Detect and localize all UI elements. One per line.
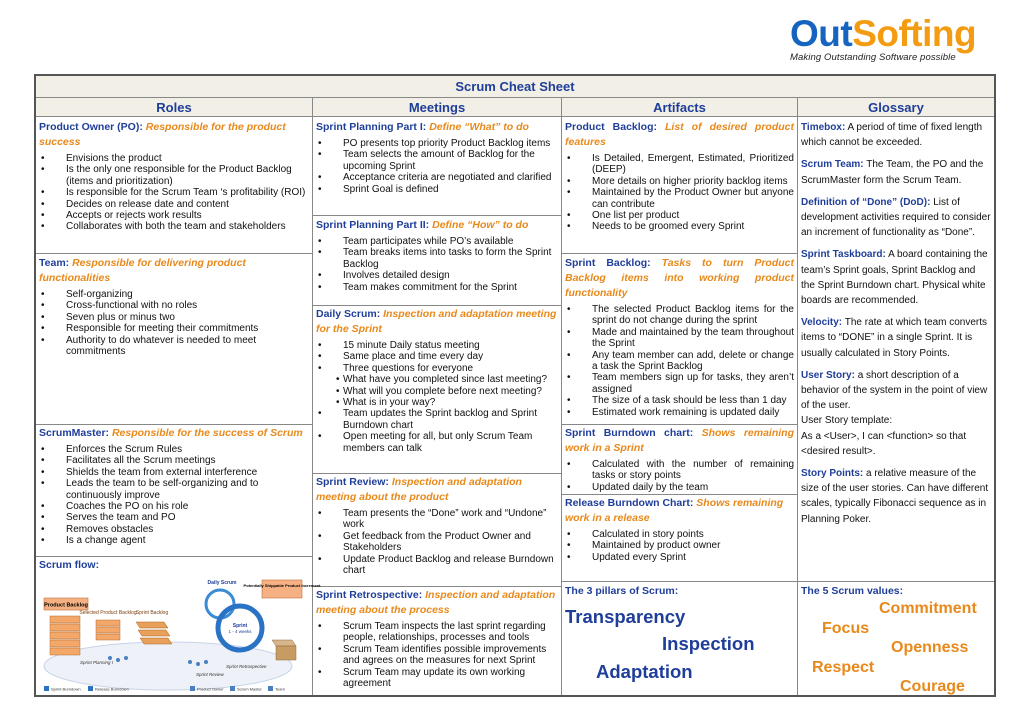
product-backlog-label: Product Backlog — [44, 602, 88, 609]
row-divider — [313, 305, 561, 306]
glossary-entry-taskboard: Sprint Taskboard: A board containing the team’s Sprint goals, Sprint Backlog and the Sprint Burndown chart. Physical white boards are recommended. — [801, 249, 988, 307]
list-item: • PO presents top priority Product Backlog items — [316, 138, 559, 149]
list-item: • Is a change agent — [39, 535, 309, 546]
list-item: • Responsible for meeting their commitments — [39, 323, 309, 334]
list-item: • Team breaks items into tasks to form the Sprint Backlog — [316, 247, 559, 270]
list-item: • Needs to be groomed every Sprint — [565, 221, 794, 232]
daily-scrum-title: Daily Scrum: Inspection and adaptation meeting for the Sprint — [316, 308, 557, 335]
product-backlog-section — [565, 120, 794, 252]
list-item: • Acceptance criteria are negotiated and clarified — [316, 172, 559, 183]
list-item: • Removes obstacles — [39, 524, 309, 535]
sprint-retrospective-title: Sprint Retrospective: Inspection and adaptation meeting about the process — [316, 589, 556, 616]
glossary-entry-timebox: Timebox: A period of time of fixed length which cannot be exceeded. — [801, 122, 983, 149]
question-item: • What have you completed since last meeting? — [332, 374, 559, 385]
scrummaster-section — [39, 426, 309, 555]
list-item: • Team participates while PO’s available — [316, 236, 559, 247]
list-item: • Shields the team from external interference — [39, 467, 309, 478]
selected-backlog-stack — [96, 620, 120, 640]
list-item: • Updated every Sprint — [565, 552, 794, 563]
sprint-backlog-label: Sprint Backlog — [135, 610, 169, 616]
sprint-length-label: 1 - 4 weeks — [228, 629, 252, 634]
value-respect: Respect — [812, 659, 875, 676]
list-item: • Estimated work remaining is updated daily — [565, 407, 794, 418]
svg-text:Release Burndown: Release Burndown — [95, 686, 129, 692]
product-owner-section — [39, 120, 309, 252]
sprint-retrospective-section — [316, 588, 559, 696]
release-burndown-section — [565, 496, 794, 580]
row-divider — [798, 581, 994, 582]
scrum-flow-title-block — [39, 558, 309, 576]
question-item: • What is in your way? — [332, 397, 559, 408]
list-item: • Maintained by the Product Owner but anyone can contribute — [565, 187, 794, 210]
pillar-inspection: Inspection — [662, 633, 755, 654]
question-item: • What will you complete before next meeting? — [332, 386, 559, 397]
column-header-glossary: Glossary — [798, 98, 994, 117]
list-item: • Open meeting for all, but only Scrum Team members can talk — [316, 431, 559, 454]
list-item: • Update Product Backlog and release Burndown chart — [316, 554, 559, 577]
pillar-transparency: Transparency — [565, 606, 686, 627]
list-item: • Enforces the Scrum Rules — [39, 444, 309, 455]
scrum-flow-title: Scrum flow: — [39, 559, 100, 571]
list-item: • The size of a task should be less than 1 day — [565, 395, 794, 406]
list-item: • Team members sign up for tasks, they aren’t assigned — [565, 372, 794, 395]
row-divider — [36, 556, 312, 557]
selected-backlog-label: Selected Product Backlog — [79, 610, 137, 616]
list-item: • Sprint Goal is defined — [316, 184, 559, 195]
list-item: • More details on higher priority backlog items — [565, 176, 794, 187]
logo-tagline: Making Outstanding Software possible — [790, 52, 956, 63]
scrummaster-list — [39, 444, 309, 547]
row-divider — [562, 494, 797, 495]
product-owner-title: Product Owner (PO): Responsible for the product success — [39, 121, 286, 148]
increment-label: Potentially Shippable Product Increment — [243, 583, 321, 588]
daily-scrum-section — [316, 307, 559, 472]
list-item: • Any team member can add, delete or change a task the Sprint Backlog — [565, 350, 794, 373]
row-divider — [562, 424, 797, 425]
team-title: Team: Responsible for delivering product functionalities — [39, 257, 246, 284]
svg-text:Scrum Master: Scrum Master — [237, 686, 262, 692]
sprint-burndown-title: Sprint Burndown chart: Shows remaining work in a Sprint — [565, 427, 794, 454]
product-backlog-list — [565, 153, 794, 233]
value-courage: Courage — [900, 678, 965, 695]
sprint-planning-2-title: Sprint Planning Part II: Define “How” to do — [316, 219, 529, 231]
sprint-burndown-list — [565, 459, 794, 493]
list-item: • Calculated with the number of remaining tasks or story points — [565, 459, 794, 482]
list-item: • Get feedback from the Product Owner and Stakeholders — [316, 531, 559, 554]
list-item: • 15 minute Daily status meeting — [316, 340, 559, 351]
list-item: • Team selects the amount of Backlog for the upcoming Sprint — [316, 149, 559, 172]
scrum-values-title: The 5 Scrum values: — [801, 585, 904, 597]
scrummaster-title: ScrumMaster: Responsible for the success of Scrum — [39, 427, 303, 439]
glossary-entry-user-story: User Story: a short description of a behavior of the system in the point of view of the user. User Story template: As a <User>, I can <function> so that <desired result>. — [801, 369, 988, 457]
svg-text:Team: Team — [275, 686, 285, 692]
pillar-adaptation: Adaptation — [596, 661, 693, 682]
sprint-review-section — [316, 475, 559, 585]
product-backlog-title: Product Backlog: List of desired product features — [565, 121, 794, 148]
sprint-planning-label: Sprint Planning I — [80, 660, 114, 665]
sprint-burndown-section — [565, 426, 794, 493]
glossary-entry-dod: Definition of “Done” (DoD): List of development activities required to consider an increment of functionality as “Done”. — [801, 196, 991, 239]
sprint-backlog-title: Sprint Backlog: Tasks to turn Product Backlog items into working product functionality — [565, 257, 795, 299]
product-owner-list — [39, 153, 309, 233]
row-divider — [562, 581, 797, 582]
glossary-entry-velocity: Velocity: The rate at which team converts items to “DONE” in a single Sprint. It is usually calculated in Story Points. — [801, 317, 988, 359]
list-item: • Serves the team and PO — [39, 512, 309, 523]
cheat-sheet-table — [34, 74, 996, 697]
list-item: • Collaborates with both the team and stakeholders — [39, 221, 309, 232]
list-item: • Team makes commitment for the Sprint — [316, 282, 559, 293]
column-divider — [797, 98, 798, 695]
daily-scrum-list — [316, 340, 559, 374]
list-item: • Same place and time every day — [316, 351, 559, 362]
column-divider — [561, 98, 562, 695]
list-item: • Facilitates all the Scrum meetings — [39, 455, 309, 466]
list-item: • Is the only one responsible for the Product Backlog (items and prioritization) — [39, 164, 309, 187]
row-divider — [313, 215, 561, 216]
glossary-entry-scrum-team: Scrum Team: The Team, the PO and the ScrumMaster form the Scrum Team. — [801, 159, 984, 186]
list-item: • Envisions the product — [39, 153, 309, 164]
list-item: • Cross-functional with no roles — [39, 300, 309, 311]
list-item: • Three questions for everyone — [316, 363, 559, 374]
sheet-title: Scrum Cheat Sheet — [36, 76, 994, 98]
daily-scrum-label: Daily Scrum — [207, 580, 237, 586]
release-burndown-title: Release Burndown Chart: Shows remaining work in a release — [565, 497, 784, 524]
sprint-planning-1-title: Sprint Planning Part I: Define “What” to do — [316, 121, 529, 133]
company-logo — [790, 14, 990, 74]
list-item: • Made and maintained by the team throughout the Sprint — [565, 327, 794, 350]
daily-scrum-list-2 — [316, 408, 559, 454]
glossary-entry-story-points: Story Points: a relative measure of the size of the user stories. Can have different scales, typically Fibonacci sequence as in Planning Poker. — [801, 468, 989, 525]
list-item: • Is responsible for the Scrum Team ‘s profitability (ROI) — [39, 187, 309, 198]
release-burndown-list — [565, 529, 794, 563]
list-item: • Team updates the Sprint backlog and Sprint Burndown chart — [316, 408, 559, 431]
sprint-backlog-stack — [136, 622, 172, 644]
svg-text:Sprint Burndown: Sprint Burndown — [51, 686, 81, 692]
list-item: • One list per product — [565, 210, 794, 221]
list-item: • Team presents the “Done” work and “Undone” work — [316, 508, 559, 531]
sprint-retrospective-label: Sprint Retrospective — [226, 664, 267, 669]
value-commitment: Commitment — [879, 600, 977, 617]
sprint-planning-2-list — [316, 236, 559, 293]
value-openness: Openness — [891, 639, 969, 656]
sprint-backlog-section — [565, 256, 794, 422]
list-item: • Involves detailed design — [316, 270, 559, 281]
sprint-review-list — [316, 508, 559, 576]
list-item: • Decides on release date and content — [39, 199, 309, 210]
svg-text:Product Owner: Product Owner — [197, 686, 224, 692]
sprint-retrospective-list — [316, 621, 559, 689]
list-item: • Maintained by product owner — [565, 540, 794, 551]
sprint-planning-2-section — [316, 218, 559, 304]
column-header-meetings: Meetings — [313, 98, 561, 117]
list-item: • Authority to do whatever is needed to meet commitments — [39, 335, 309, 358]
daily-scrum-cycle-icon — [206, 590, 234, 618]
list-item: • Accepts or rejects work results — [39, 210, 309, 221]
row-divider — [36, 253, 312, 254]
column-divider — [312, 98, 313, 695]
list-item: • Leads the team to be self-organizing and to continuously improve — [39, 478, 309, 501]
list-item: • Calculated in story points — [565, 529, 794, 540]
logo-name: OutSofting — [790, 13, 977, 54]
row-divider — [562, 253, 797, 254]
sprint-planning-1-section — [316, 120, 559, 214]
product-backlog-stack — [50, 616, 80, 655]
list-item: • Self-organizing — [39, 289, 309, 300]
sprint-label: Sprint — [232, 623, 248, 629]
pillars-title-block — [565, 584, 794, 602]
list-item: • The selected Product Backlog items for the sprint do not change during the sprint — [565, 304, 794, 327]
list-item: • Scrum Team inspects the last sprint regarding people, relationships, processes and tools — [316, 621, 559, 644]
team-list — [39, 289, 309, 357]
list-item: • Scrum Team may update its own working agreement — [316, 667, 559, 690]
row-divider — [313, 586, 561, 587]
list-item: • Coaches the PO on his role — [39, 501, 309, 512]
row-divider — [313, 473, 561, 474]
list-item: • Updated daily by the team — [565, 482, 794, 493]
pillars-title: The 3 pillars of Scrum: — [565, 585, 679, 597]
list-item: • Is Detailed, Emergent, Estimated, Prioritized (DEEP) — [565, 153, 794, 176]
value-focus: Focus — [822, 620, 870, 637]
column-header-roles: Roles — [36, 98, 312, 117]
daily-scrum-questions — [332, 374, 559, 408]
row-divider — [36, 424, 312, 425]
list-item: • Scrum Team identifies possible improvements and agrees on the measures for next Sprint — [316, 644, 559, 667]
sprint-planning-1-list — [316, 138, 559, 195]
team-section — [39, 256, 309, 422]
list-item: • Seven plus or minus two — [39, 312, 309, 323]
column-header-artifacts: Artifacts — [562, 98, 797, 117]
sprint-backlog-list — [565, 304, 794, 418]
scrum-flow-diagram — [40, 576, 321, 696]
sprint-review-title: Sprint Review: Inspection and adaptation meeting about the product — [316, 476, 522, 503]
sprint-review-label: Sprint Review — [196, 672, 224, 677]
glossary-section — [801, 120, 991, 580]
